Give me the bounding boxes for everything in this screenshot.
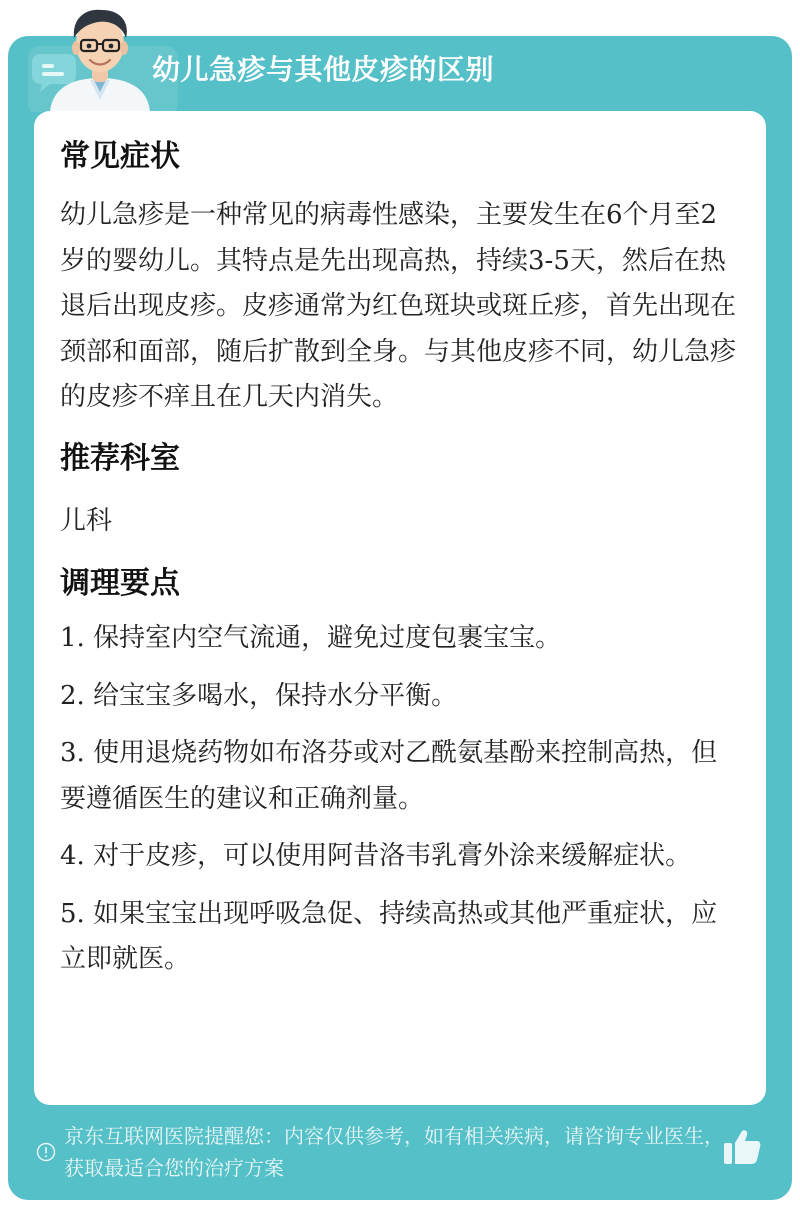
care-item-4: 4. 对于皮疹，可以使用阿昔洛韦乳膏外涂来缓解症状。: [60, 841, 692, 871]
info-icon: [36, 1142, 56, 1162]
care-item-2: 2. 给宝宝多喝水，保持水分平衡。: [60, 680, 458, 711]
disclaimer-text: 京东互联网医院提醒您：内容仅供参考，如有相关疾病，请咨询专业医生，获取最适合您的治疗方案: [64, 1124, 724, 1180]
symptoms-heading: 常见症状: [60, 139, 180, 174]
department-heading: 推荐科室: [60, 440, 180, 476]
care-item-3: 3. 使用退烧药物如布洛芬或对乙酰氨基酚来控制高热，但要遵循医生的建议和正确剂量。: [60, 738, 718, 814]
care-list: [60, 616, 740, 983]
care-item-5: 5. 如果宝宝出现呼吸急促、持续高热或其他严重症状，应立即就医。: [60, 898, 718, 974]
page-title: 幼儿急疹与其他皮疹的区别: [152, 53, 495, 86]
care-heading: 调理要点: [60, 566, 180, 601]
thumbs-up-icon[interactable]: [722, 1128, 762, 1166]
doctor-avatar-icon: [44, 4, 156, 112]
department-text: 儿科: [60, 505, 113, 536]
footer-disclaimer: [36, 1120, 736, 1184]
symptoms-text: 幼儿急疹是一种常见的病毒性感染，主要发生在6个月至2岁的婴幼儿。其特点是先出现高热，持续3-5天，然后在热退后出现皮疹。皮疹通常为红色斑块或斑丘疹，首先出现在颈部和面部，随后扩散到全身。与其他皮疹不同，幼儿急疹的皮疹不痒且在几天内消失。: [60, 200, 737, 412]
care-item-1: 1. 保持室内空气流通，避免过度包裹宝宝。: [60, 623, 562, 653]
content-card: [34, 111, 766, 1105]
